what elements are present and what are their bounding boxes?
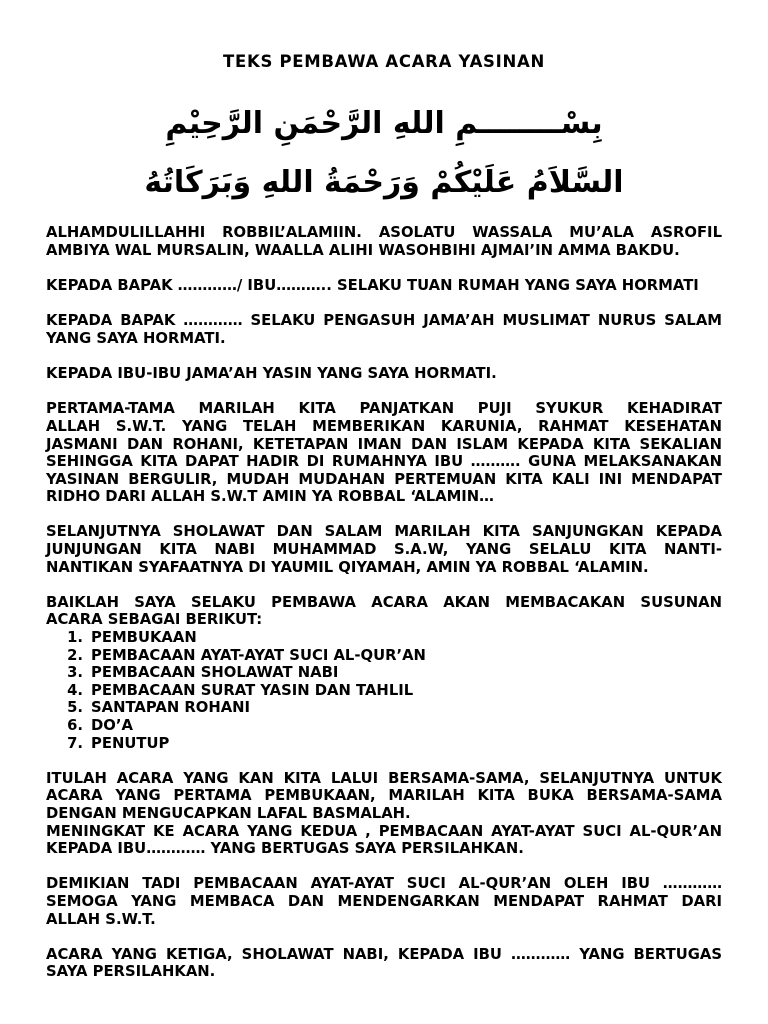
text-line: ACARA SEBAGAI BERIKUT:	[46, 611, 263, 629]
agenda-item-number: 1.	[67, 629, 83, 647]
agenda-item-label: PEMBACAAN AYAT-AYAT SUCI AL-QUR’AN	[91, 646, 426, 664]
agenda-item-number: 7.	[67, 734, 83, 752]
agenda-item	[46, 717, 722, 735]
text-line: KEPADA BAPAK …………/ IBU……….. SELAKU TUAN RUMAH YANG SAYA HORMATI	[46, 277, 699, 295]
closing-quran-paragraph	[46, 875, 722, 928]
agenda-item	[46, 682, 722, 700]
agenda-item-label: PEMBUKAAN	[91, 629, 197, 647]
agenda-list	[46, 629, 722, 752]
agenda-item-label: PEMBACAAN SURAT YASIN DAN TAHLIL	[91, 681, 414, 699]
text-line: SELANJUTNYA SHOLAWAT DAN SALAM MARILAH KITA SANJUNGKAN KEPADA	[46, 523, 722, 541]
agenda-item	[46, 735, 722, 753]
text-line: JUNJUNGAN KITA NABI MUHAMMAD S.A.W, YANG SELALU KITA NANTI-	[46, 541, 722, 559]
text-line: RIDHO DARI ALLAH S.W.T AMIN YA ROBBAL ‘ALAMIN…	[46, 488, 494, 506]
sholawat-session-paragraph	[46, 946, 722, 981]
host-greeting-paragraph	[46, 277, 722, 295]
agenda-intro-paragraph	[46, 594, 722, 629]
agenda-item-number: 3.	[67, 664, 83, 682]
text-line: DEMIKIAN TADI PEMBACAAN AYAT-AYAT SUCI AL-QUR’AN OLEH IBU …………	[46, 875, 722, 893]
congregation-greeting-paragraph	[46, 365, 722, 383]
salam-calligraphy: السَّلاَمُ عَلَيْكُمْ وَرَحْمَةُ اللهِ وَبَرَكَاتُهُ	[144, 165, 624, 200]
text-line: KEPADA BAPAK ………… SELAKU PENGASUH JAMA’AH MUSLIMAT NURUS SALAM	[46, 312, 722, 330]
text-line: PERTAMA-TAMA MARILAH KITA PANJATKAN PUJI SYUKUR KEHADIRAT	[46, 400, 722, 418]
caretaker-greeting-paragraph	[46, 312, 722, 347]
agenda-item-number: 4.	[67, 681, 83, 699]
text-line: BAIKLAH SAYA SELAKU PEMBAWA ACARA AKAN MEMBACAKAN SUSUNAN	[46, 593, 722, 611]
document-title: TEKS PEMBAWA ACARA YASINAN	[223, 52, 545, 71]
document-body	[46, 224, 722, 998]
agenda-item-label: DO’A	[91, 717, 133, 735]
text-line: NANTIKAN SYAFAATNYA DI YAUMIL QIYAMAH, AMIN YA ROBBAL ‘ALAMIN.	[46, 558, 649, 576]
agenda-item	[46, 629, 722, 647]
text-line: ALHAMDULILLAHHI ROBBIL’ALAMIIN. ASOLATU WASSALA MU’ALA ASROFIL	[46, 224, 722, 242]
text-line: ACARA YANG PERTAMA PEMBUKAAN, MARILAH KITA BUKA BERSAMA-SAMA	[46, 787, 722, 805]
agenda-item-number: 6.	[67, 717, 83, 735]
opening-session-paragraph	[46, 770, 722, 823]
text-line: YANG SAYA HORMATI.	[46, 329, 226, 347]
agenda-item-label: PENUTUP	[91, 734, 170, 752]
text-line: SEHINGGA KITA DAPAT HADIR DI RUMAHNYA IBU ………. GUNA MELAKSANAKAN	[46, 453, 722, 471]
agenda-item	[46, 664, 722, 682]
agenda-item	[46, 699, 722, 717]
text-line: MENINGKAT KE ACARA YANG KEDUA , PEMBACAAN AYAT-AYAT SUCI AL-QUR’AN	[46, 822, 722, 840]
agenda-item-label: SANTAPAN ROHANI	[91, 699, 251, 717]
sholawat-paragraph	[46, 523, 722, 576]
quran-session-paragraph	[46, 823, 722, 858]
text-line: KEPADA IBU-IBU JAMA’AH YASIN YANG SAYA HORMATI.	[46, 365, 497, 383]
agenda-item-label: PEMBACAAN SHOLAWAT NABI	[91, 664, 339, 682]
text-line: SAYA PERSILAHKAN.	[46, 963, 216, 981]
text-line: AMBIYA WAL MURSALIN, WAALLA ALIHI WASOHBIHI AJMAI’IN AMMA BAKDU.	[46, 241, 680, 259]
agenda-item-number: 2.	[67, 646, 83, 664]
text-line: SEMOGA YANG MEMBACA DAN MENDENGARKAN MENDAPAT RAHMAT DARI	[46, 892, 722, 910]
text-line: DENGAN MENGUCAPKAN LAFAL BASMALAH.	[46, 804, 411, 822]
text-line: KEPADA IBU………… YANG BERTUGAS SAYA PERSILAHKAN.	[46, 840, 524, 858]
opening-paragraph	[46, 224, 722, 259]
agenda-item	[46, 647, 722, 665]
text-line: ACARA YANG KETIGA, SHOLAWAT NABI, KEPADA IBU ………… YANG BERTUGAS	[46, 945, 722, 963]
agenda-item-number: 5.	[67, 699, 83, 717]
text-line: ALLAH S.W.T. YANG TELAH MEMBERIKAN KARUNIA, RAHMAT KESEHATAN	[46, 417, 722, 435]
basmalah-calligraphy: بِسْــــــــمِ اللهِ الرَّحْمَنِ الرَّحِيْمِ	[165, 106, 603, 141]
text-line: JASMANI DAN ROHANI, KETETAPAN IMAN DAN ISLAM KEPADA KITA SEKALIAN	[46, 435, 722, 453]
gratitude-paragraph	[46, 400, 722, 506]
text-line: YASINAN BERGULIR, MUDAH MUDAHAN PERTEMUAN KITA KALI INI MENDAPAT	[46, 470, 722, 488]
text-line: ITULAH ACARA YANG KAN KITA LALUI BERSAMA-SAMA, SELANJUTNYA UNTUK	[46, 769, 722, 787]
text-line: ALLAH S.W.T.	[46, 910, 156, 928]
